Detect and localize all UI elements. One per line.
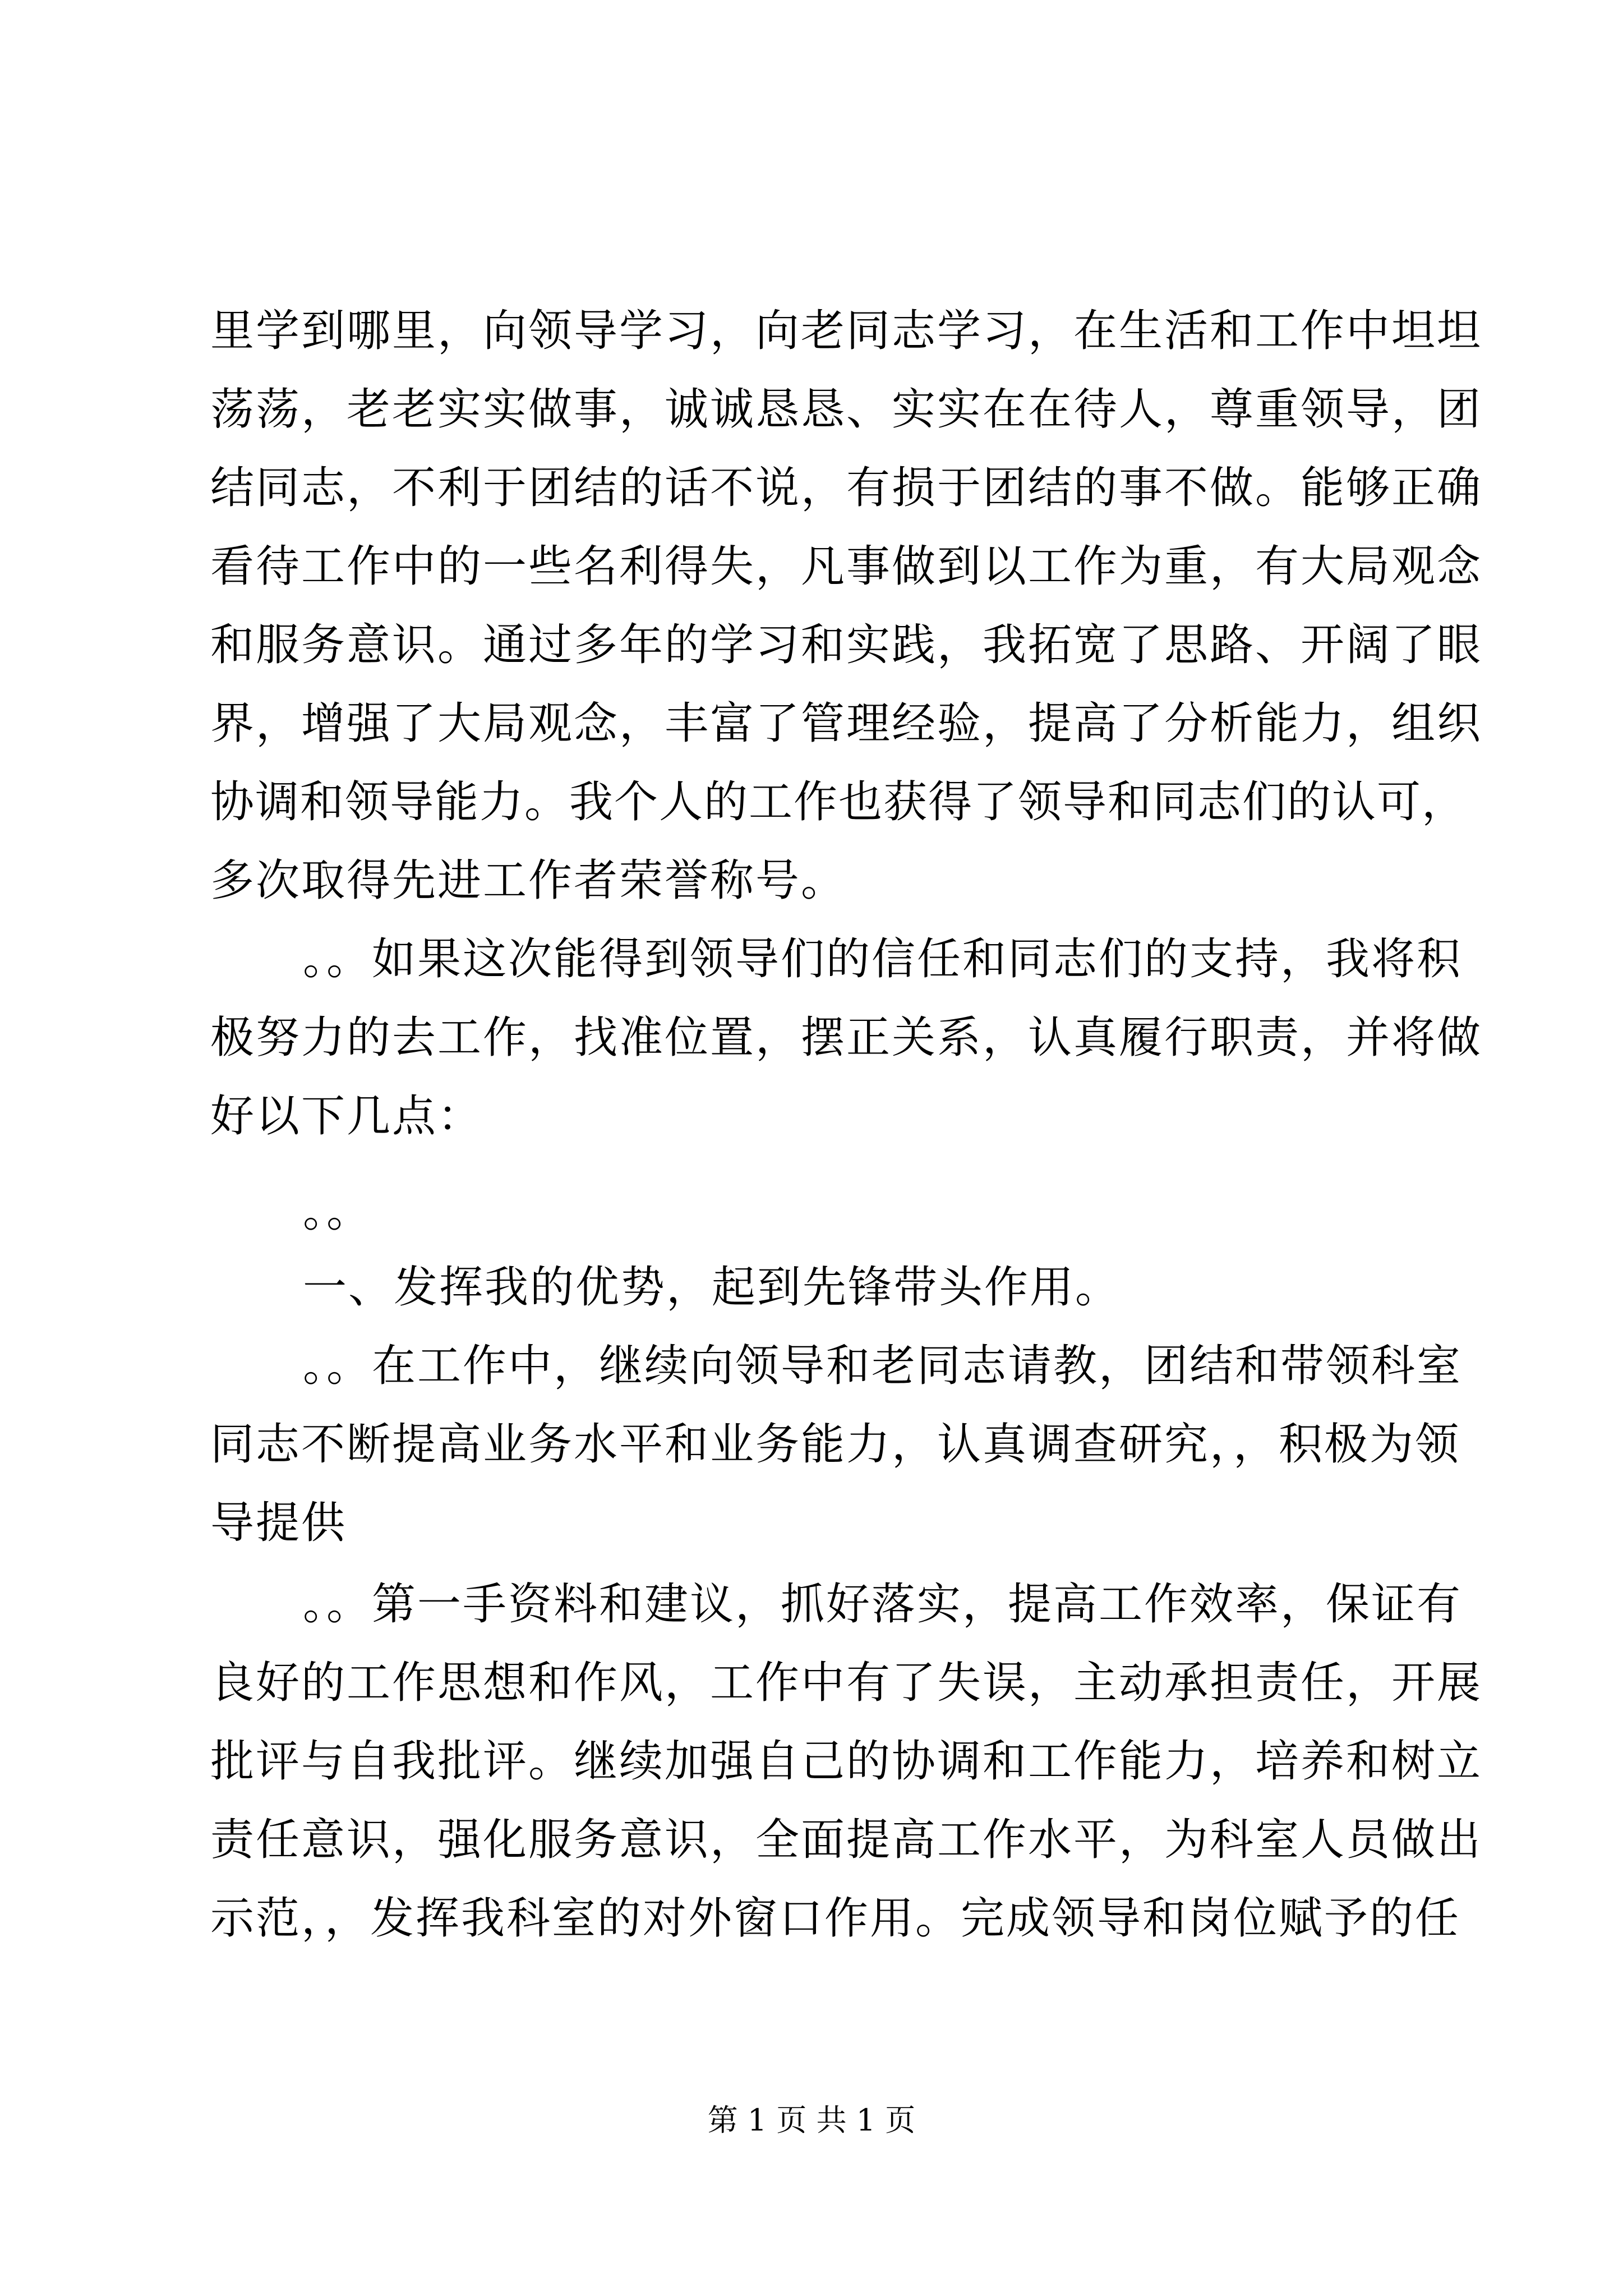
body-line: 看待工作中的一些名利得失，凡事做到以工作为重，有大局观念 <box>210 541 1483 592</box>
body-line: 好以下几点： <box>210 1091 483 1142</box>
body-line: 极努力的去工作，找准位置，摆正关系，认真履行职责，并将做 <box>210 1013 1483 1063</box>
paragraph-start-line: 。。第一手资料和建议，抓好落实，提高工作效率，保证有 <box>303 1579 1463 1630</box>
separator-line: 。。 <box>303 1186 372 1237</box>
body-line: 和服务意识。通过多年的学习和实践，我拓宽了思路、开阔了眼 <box>210 620 1483 670</box>
paragraph-start-line: 。。如果这次能得到领导们的信任和同志们的支持，我将积 <box>303 934 1463 984</box>
body-line: 荡荡，老老实实做事，诚诚恳恳、实实在在待人，尊重领导，团 <box>210 384 1483 435</box>
body-line: 批评与自我批评。继续加强自己的协调和工作能力，培养和树立 <box>210 1736 1483 1787</box>
body-line: 多次取得先进工作者荣誉称号。 <box>210 855 847 906</box>
body-line: 责任意识，强化服务意识，全面提高工作水平，为科室人员做出 <box>210 1815 1483 1865</box>
body-line: 良好的工作思想和作风，工作中有了失误，主动承担责任，开展 <box>210 1658 1483 1708</box>
body-line: 界，增强了大局观念，丰富了管理经验，提高了分析能力，组织 <box>210 698 1483 749</box>
page-number-footer: 第 1 页 共 1 页 <box>707 2102 916 2138</box>
body-line: 协调和领导能力。我个人的工作也获得了领导和同志们的认可， <box>210 777 1467 827</box>
body-line: 结同志，不利于团结的话不说，有损于团结的事不做。能够正确 <box>210 463 1483 513</box>
body-line: 导提供 <box>210 1498 347 1548</box>
body-line: 同志不断提高业务水平和业务能力，认真调查研究，，积极为领 <box>210 1419 1461 1470</box>
body-line: 里学到哪里，向领导学习，向老同志学习，在生活和工作中坦坦 <box>210 306 1483 356</box>
paragraph-start-line: 。。在工作中，继续向领导和老同志请教，团结和带领科室 <box>303 1341 1463 1391</box>
body-line: 示范，，发挥我科室的对外窗口作用。完成领导和岗位赋予的任 <box>210 1893 1461 1944</box>
section-heading: 一、发挥我的优势，起到先锋带头作用。 <box>303 1262 1121 1313</box>
